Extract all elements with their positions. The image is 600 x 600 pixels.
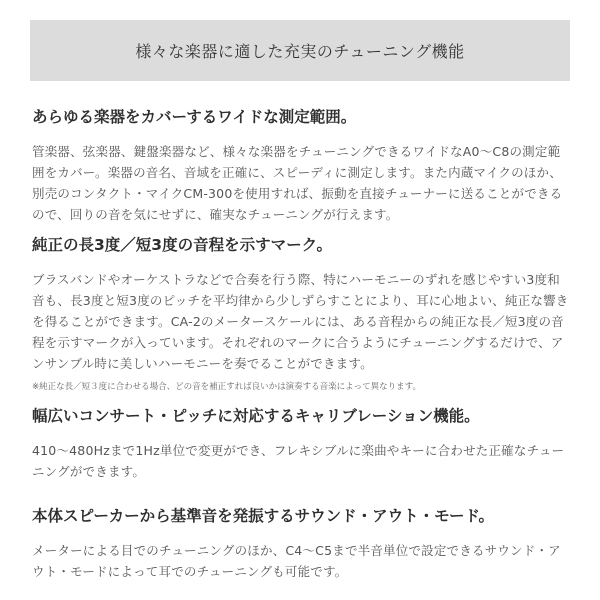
feature-section-calibration (32, 404, 572, 482)
section-body: メーターによる目でのチューニングのほか、C4〜C5まで半音単位で設定できるサウンド・アウト・モードによって耳でのチューニングも可能です。 (32, 543, 561, 579)
section-body: 410〜480Hzまで1Hz単位で変更ができ、フレキシブルに楽曲やキーに合わせた正確なチューニングができます。 (32, 443, 565, 479)
section-body: 管楽器、弦楽器、鍵盤楽器など、様々な楽器をチューニングできるワイドなA0〜C8の測定範囲をカバー。楽器の音名、音域を正確に、スピーディに測定します。また内蔵マイクのほか、別売のコンタクト・マイクCM-300を使用すれば、振動を直接チューナーに送ることができるので、回りの音を気にせずに、確実なチューニングが行えます。 (32, 144, 563, 222)
feature-section-just-intonation-marks (32, 233, 572, 394)
footnote: ※純正な長／短３度に合わせる場合、どの音を補正すれば良いかは演奏する音楽によって異なります。 (32, 382, 421, 392)
section-body: ブラスバンドやオーケストラなどで合奏を行う際、特にハーモニーのずれを感じやすい3度和音も、長3度と短3度のピッチを平均律から少しずらすことにより、耳に心地よい、純正な響きを得ることができます。CA-2のメータースケールには、ある音程からの純正な長／短3度の音程を示すマークが入っています。それぞれのマークに合うようにチューニングするだけで、アンサンブル時に美しいハーモニーを奏でることができます。 (32, 272, 569, 371)
feature-section-measurement-range (32, 105, 572, 225)
title-banner (30, 20, 570, 81)
section-heading: 幅広いコンサート・ピッチに対応するキャリブレーション機能。 (32, 407, 480, 425)
section-heading: 本体スピーカーから基準音を発振するサウンド・アウト・モード。 (32, 507, 495, 525)
feature-section-sound-out-mode (32, 504, 572, 582)
page-title: 様々な楽器に適した充実のチューニング機能 (135, 42, 465, 61)
section-heading: あらゆる楽器をカバーするワイドな測定範囲。 (32, 108, 357, 126)
section-heading: 純正の長3度／短3度の音程を示すマーク。 (32, 236, 332, 254)
